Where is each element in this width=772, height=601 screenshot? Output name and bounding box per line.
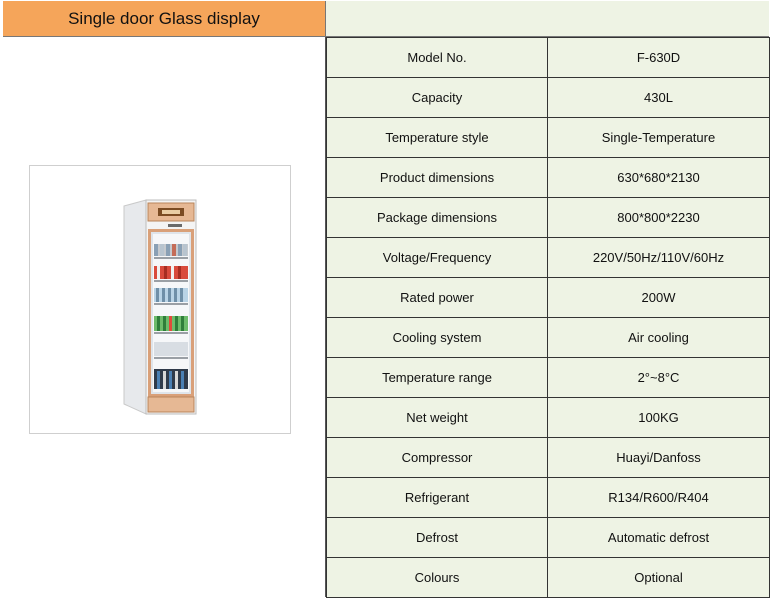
spec-value: 220V/50Hz/110V/60Hz <box>548 238 770 278</box>
spec-label: Capacity <box>327 78 548 118</box>
spec-label: Colours <box>327 558 548 598</box>
spec-value: 100KG <box>548 398 770 438</box>
spec-value: F-630D <box>548 38 770 78</box>
table-row <box>327 478 770 518</box>
spec-value: 200W <box>548 278 770 318</box>
spec-value: Optional <box>548 558 770 598</box>
spec-label: Model No. <box>327 38 548 78</box>
spec-value: Single-Temperature <box>548 118 770 158</box>
table-row <box>327 238 770 278</box>
spec-table <box>326 37 770 598</box>
table-row <box>327 158 770 198</box>
spec-value: Huayi/Danfoss <box>548 438 770 478</box>
spec-value: 800*800*2230 <box>548 198 770 238</box>
spec-value: 430L <box>548 78 770 118</box>
spec-value: R134/R600/R404 <box>548 478 770 518</box>
spec-label: Compressor <box>327 438 548 478</box>
table-row <box>327 438 770 478</box>
header-filler <box>326 1 769 37</box>
spec-label: Product dimensions <box>327 158 548 198</box>
spec-value: 630*680*2130 <box>548 158 770 198</box>
product-image-frame <box>29 165 291 434</box>
table-row <box>327 398 770 438</box>
spec-label: Net weight <box>327 398 548 438</box>
spec-label: Refrigerant <box>327 478 548 518</box>
spec-label: Cooling system <box>327 318 548 358</box>
spec-label: Rated power <box>327 278 548 318</box>
table-row <box>327 318 770 358</box>
table-row <box>327 118 770 158</box>
table-row <box>327 518 770 558</box>
table-row <box>327 558 770 598</box>
spec-label: Temperature range <box>327 358 548 398</box>
page-title <box>3 1 326 37</box>
page-title-text: Single door Glass display <box>68 8 260 28</box>
spec-label: Voltage/Frequency <box>327 238 548 278</box>
spec-value: 2°~8°C <box>548 358 770 398</box>
refrigerator-image <box>30 166 290 433</box>
spec-label: Defrost <box>327 518 548 558</box>
spec-label: Temperature style <box>327 118 548 158</box>
table-row <box>327 38 770 78</box>
spec-value: Air cooling <box>548 318 770 358</box>
table-row <box>327 278 770 318</box>
spec-label: Package dimensions <box>327 198 548 238</box>
table-row <box>327 198 770 238</box>
spec-value: Automatic defrost <box>548 518 770 558</box>
table-row <box>327 358 770 398</box>
table-row <box>327 78 770 118</box>
